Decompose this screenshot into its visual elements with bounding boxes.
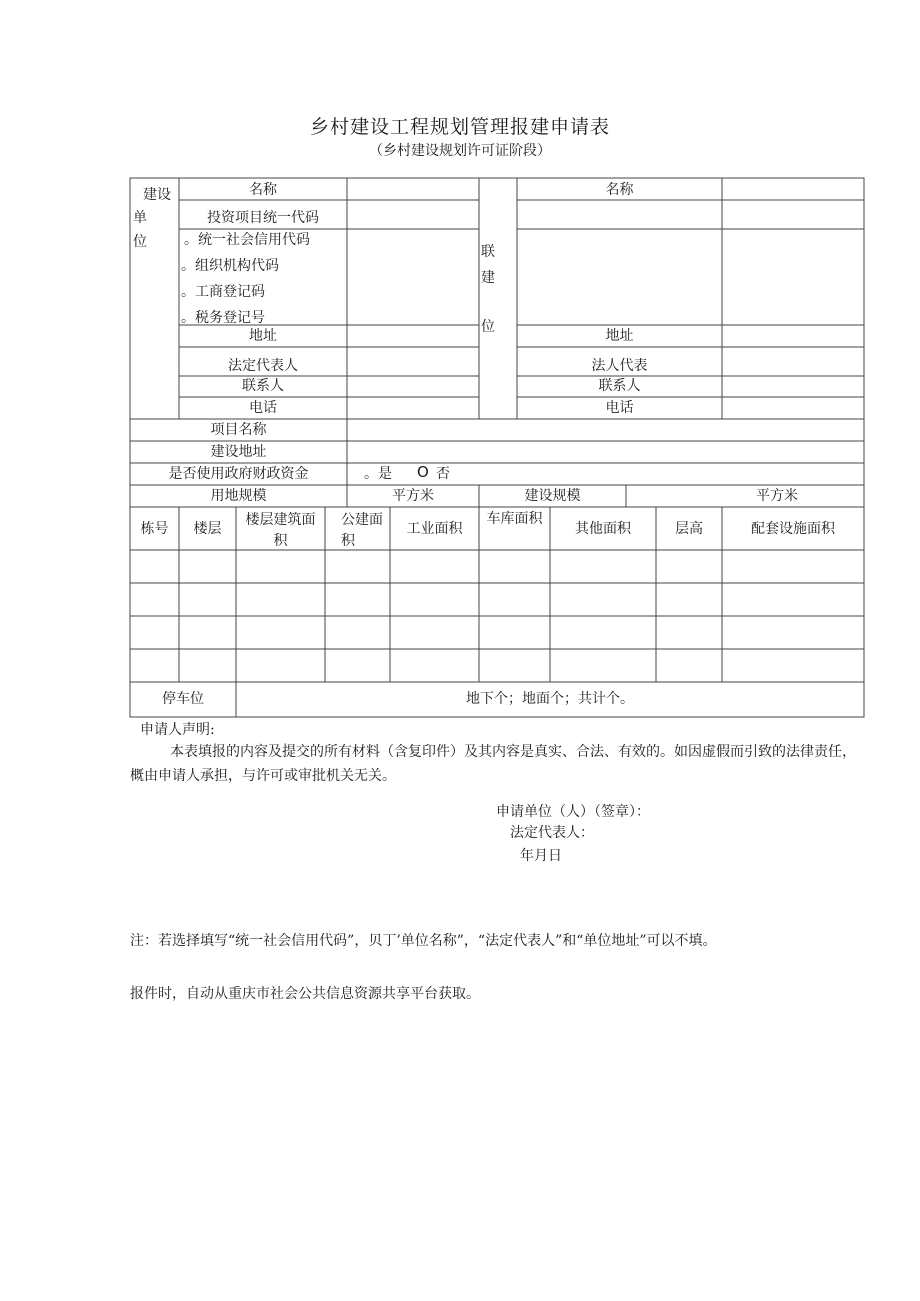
table-row[interactable] [131, 617, 863, 648]
contact-label: 联系人 [242, 378, 284, 394]
gov-funds-no-radio[interactable]: O [417, 463, 429, 481]
build-scale-label: 建设规模 [524, 488, 581, 504]
sign-date: 年月日 [520, 848, 562, 864]
project-name-input[interactable] [348, 420, 863, 440]
contact-input[interactable] [348, 377, 478, 396]
gov-funds-no-option[interactable]: 否 [436, 466, 450, 482]
table-row[interactable] [131, 584, 863, 615]
legal-rep-input[interactable] [348, 348, 478, 375]
joint-legal-rep-input[interactable] [723, 348, 863, 375]
build-address-input[interactable] [348, 442, 863, 462]
joint-legal-rep-label: 法人代表 [591, 358, 648, 374]
parking-text: 地下个；地面个；共计个。 [466, 691, 634, 707]
build-scale-unit: 平方米 [756, 488, 798, 504]
phone-input[interactable] [348, 398, 478, 418]
footnote-1: 注：若选择填写“统一社会信用代码”，贝丁’单位名称”，“法定代表人”和“单位地址”可以不填。 [130, 933, 717, 949]
table-row[interactable] [131, 551, 863, 582]
header-other-area: 其他面积 [575, 521, 631, 537]
build-address-label: 建设地址 [210, 444, 267, 460]
build-unit-label-1: 建设 [143, 187, 171, 203]
joint-code-input[interactable] [518, 201, 863, 324]
unit-name-label: 名称 [249, 182, 277, 198]
joint-name-label: 名称 [605, 182, 634, 198]
unit-name-input[interactable] [348, 179, 478, 199]
gov-funds-yes-option[interactable]: 。是 [364, 466, 392, 482]
declaration-label: 申请人声明: [140, 722, 215, 738]
sign-legal-rep: 法定代表人： [510, 825, 594, 841]
header-facility-area: 配套设施面积 [751, 521, 835, 537]
project-name-label: 项目名称 [210, 422, 267, 438]
form-subtitle: （乡村建设规划许可证阶段） [369, 143, 551, 159]
declaration-body: 本表填报的内容及提交的所有材料（含复印件）及其内容是真实、合法、有效的。如因虚假而引致的法律责任，概由申请人承担，与许可或审批机关无关。 [130, 744, 856, 784]
address-input[interactable] [348, 326, 478, 346]
credit-code-input[interactable] [348, 230, 478, 324]
gov-funds-label: 是否使用政府财政资金 [168, 466, 309, 482]
joint-name-input[interactable] [723, 179, 863, 199]
phone-label: 电话 [249, 400, 277, 416]
form-title: 乡村建设工程规划管理报建申请表 [309, 116, 610, 138]
build-unit-label-3: 位 [133, 234, 147, 250]
invest-code-label: 投资项目统一代码 [207, 210, 319, 226]
header-floor-height: 层高 [675, 521, 703, 537]
joint-unit-label-3: 位 [481, 319, 495, 335]
joint-contact-label: 联系人 [598, 378, 641, 394]
sign-unit: 申请单位（人）（签章）： [496, 804, 650, 820]
joint-unit-label-1: 联 [481, 244, 495, 260]
credit-code-option[interactable]: 。统一社会信用代码 [184, 232, 310, 248]
tax-reg-option[interactable]: 。税务登记号 [181, 310, 265, 326]
header-building-no: 栋号 [140, 521, 169, 537]
joint-address-input[interactable] [723, 326, 863, 346]
table-row[interactable] [131, 650, 863, 681]
header-floor-area: 楼层建筑面积 [245, 512, 316, 549]
header-industrial-area: 工业面积 [406, 521, 463, 537]
header-public-area: 公建面积 [341, 512, 383, 549]
header-floor: 楼层 [193, 521, 222, 537]
legal-rep-label: 法定代表人 [228, 358, 298, 374]
joint-unit-label-2: 建 [481, 270, 495, 286]
org-code-option[interactable]: 。组织机构代码 [181, 258, 279, 274]
land-scale-label: 用地规模 [210, 488, 267, 504]
joint-contact-input[interactable] [723, 377, 863, 396]
invest-code-input[interactable] [348, 201, 478, 228]
business-reg-option[interactable]: 。工商登记码 [181, 284, 265, 300]
joint-address-label: 地址 [605, 328, 634, 344]
header-garage-area: 车库面积 [486, 511, 543, 527]
joint-phone-input[interactable] [723, 398, 863, 418]
joint-phone-label: 电话 [605, 400, 634, 416]
parking-label: 停车位 [162, 691, 204, 707]
footnote-2: 报件时，自动从重庆市社会公共信息资源共享平台获取。 [130, 986, 480, 1002]
land-scale-unit: 平方米 [392, 488, 434, 504]
build-unit-label-2: 单 [133, 210, 147, 226]
address-label: 地址 [249, 328, 277, 344]
